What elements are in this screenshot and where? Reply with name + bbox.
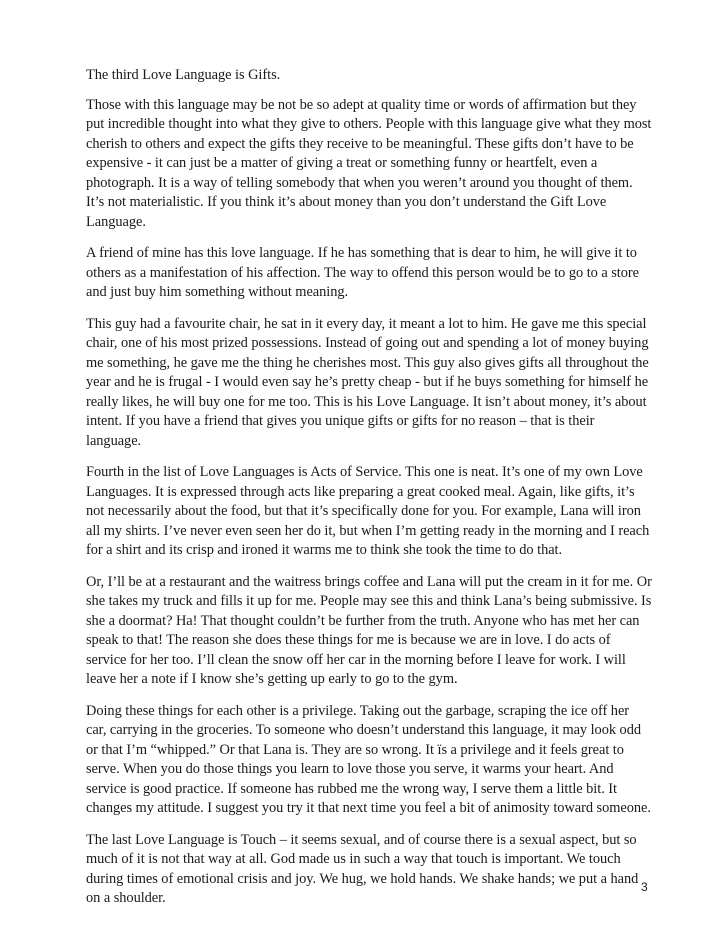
document-body (86, 66, 652, 921)
paragraph-favourite-chair: This guy had a favourite chair, he sat in it every day, it meant a lot to him. He gave me this special chair, one of his most prized possessions. Instead of going out and spending a lot of money buying me something, he gave me the thing he cherishes most. This guy also gives gifts all throughout the year and he is frugal - I would even say he’s pretty cheap - but if he buys something for himself he really likes, he will buy one for me too. This is his Love Language. It isn’t about money, it’s about intent. If you have a friend that gives you unique gifts or gifts for no reason – that is their language. (86, 315, 649, 449)
paragraph-restaurant-example: Or, I’ll be at a restaurant and the waitress brings coffee and Lana will put the cream in it for me. Or she takes my truck and fills it up for me. People may see this and think Lana’s being submissive. Is she a doormat? Ha! That thought couldn’t be further from the truth. Anyone who has met her can speak to that! The reason she does these things for me is because we are in love. I do acts of service for her too. I’ll clean the snow off her car in the morning before I leave for work. I will leave her a note if I know she’s getting up early to go to the gym. (86, 573, 652, 687)
paragraph-privilege: Doing these things for each other is a privilege. Taking out the garbage, scraping the ice off her car, carrying in the groceries. To someone who doesn’t understand this language, it may look odd or that I’m “whipped.” Or that Lana is. They are so wrong. It ïs a privilege and it feels great to serve. When you do those things you learn to love those you serve, it warms your heart. And service is good practice. If someone has rubbed me the wrong way, I serve them a little bit. It changes my attitude. I suggest you try it that next time you feel a bit of animosity toward someone. (86, 702, 651, 816)
page-number: 3 (641, 880, 648, 894)
paragraph-acts-of-service: Fourth in the list of Love Languages is Acts of Service. This one is neat. It’s one of my own Love Languages. It is expressed through acts like preparing a great cooked meal. Again, like gifts, it’s not necessarily about the food, but that it’s specifically done for you. For example, Lana will iron all my shirts. I’ve never even seen her do it, but when I’m getting ready in the morning and I reach for a shirt and its crisp and ironed it warms me to think she took the time to do that. (86, 464, 650, 558)
paragraph-friend-example: A friend of mine has this love language. If he has something that is dear to him, he will give it to others as a manifestation of his affection. The way to offend this person would be to go to a store and just buy him something without meaning. (86, 245, 639, 300)
paragraph-touch: The last Love Language is Touch – it seems sexual, and of course there is a sexual aspect, but so much of it is not that way at all. God made us in such a way that touch is important. We touch during times of emotional crisis and joy. We hug, we hold hands. We shake hands; we put a hand on a shoulder. (86, 831, 639, 906)
paragraph-intro-gifts: The third Love Language is Gifts. (86, 67, 281, 83)
paragraph-gifts-description: Those with this language may be not be so adept at quality time or words of affirmation but they put incredible thought into what they give to others. People with this language give what they most cherish to others and expect the gifts they receive to be meaningful. These gifts don’t have to be expensive - it can just be a matter of giving a treat or something funny or heartfelt, even a photograph. It is a way of telling somebody that when you weren’t around you thought of them. It’s not materialistic. If you think it’s about money than you don’t understand the Gift Love Language. (86, 96, 652, 230)
